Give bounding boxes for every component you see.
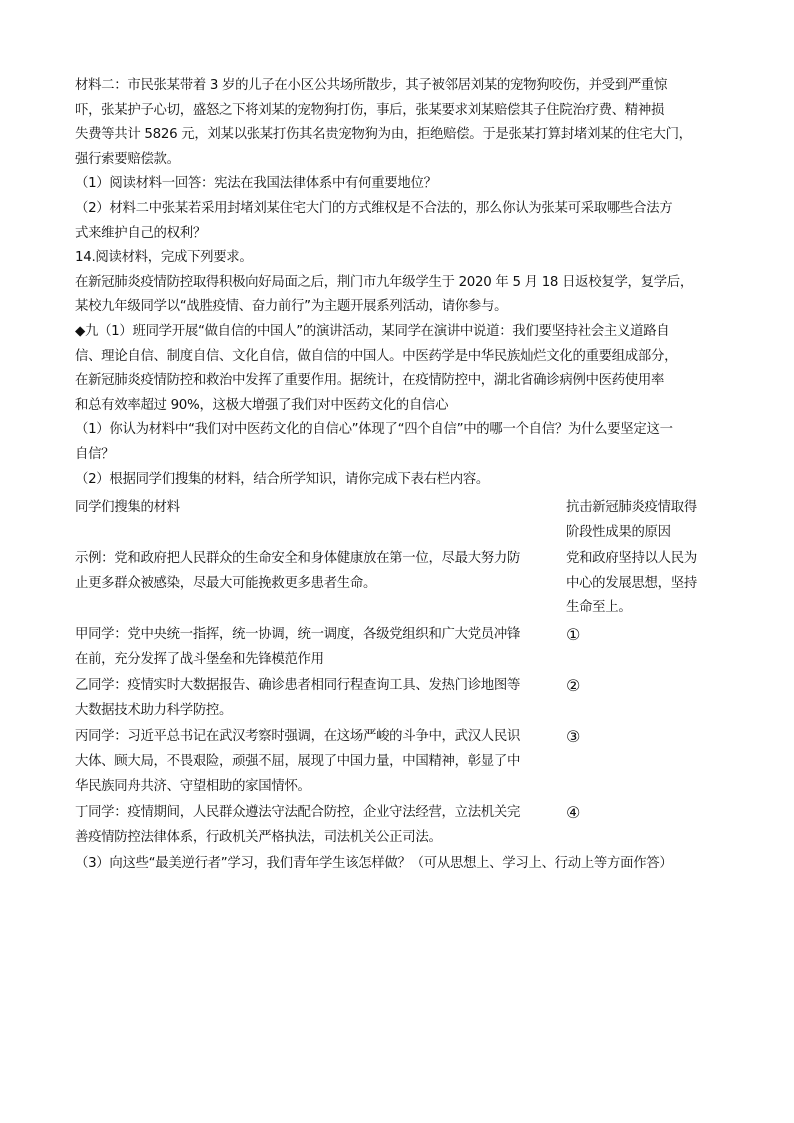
table-row	[75, 725, 735, 801]
table-cell-material	[75, 725, 566, 801]
q14-sub1-line: （1）你认为材料中“我们对中医药文化的自信心”体现了“四个自信”中的哪一个自信？为什么要坚定这一	[75, 422, 673, 438]
table-row	[75, 674, 735, 725]
materials-table	[75, 496, 735, 852]
table-row	[75, 623, 735, 674]
q13-sub2-line: 式来维护自己的权利？	[75, 225, 206, 241]
material-two-line: 强行索要赔偿款。	[75, 151, 180, 167]
question-14	[75, 246, 735, 877]
cell-line: 大体、顾大局，不畏艰险，顽强不屈，展现了中国力量，中国精神，彰显了中	[75, 754, 521, 770]
header-line: 阶段性成果的原因	[566, 524, 671, 540]
table-cell-reason	[566, 623, 735, 674]
cell-line: 华民族同舟共济、守望相助的家国情怀。	[75, 778, 311, 794]
q14-intro-line: 在新冠肺炎疫情防控取得积极向好局面之后，荆门市九年级学生于 2020 年 5 月 18 日返校复学，复学后，	[75, 274, 693, 290]
q14-title: 14.阅读材料，完成下列要求。	[75, 250, 253, 266]
table-header-row	[75, 496, 735, 547]
q14-section-line: 和总有效率超过 90%，这极大增强了我们对中医药文化的自信心	[75, 397, 449, 413]
q14-section-line: 信、理论自信、制度自信、文化自信，做自信的中国人。中医药学是中华民族灿烂文化的重要组成部分，	[75, 348, 678, 364]
q14-sub3: （3）向这些“最美逆行者”学习，我们青年学生该怎样做？（可从思想上、学习上、行动上等方面作答）	[75, 856, 673, 872]
table-header-materials: 同学们搜集的材料	[75, 500, 180, 516]
cell-line: 止更多群众被感染，尽最大可能挽救更多患者生命。	[75, 575, 377, 591]
q14-sub1-line: 自信？	[75, 446, 115, 462]
header-line: 抗击新冠肺炎疫情取得	[566, 500, 697, 516]
q14-sub2: （2）根据同学们搜集的材料，结合所学知识，请你完成下表右栏内容。	[75, 471, 490, 487]
answer-blank-1: ①	[566, 625, 581, 645]
table-row	[75, 801, 735, 852]
cell-line: 示例：党和政府把人民群众的生命安全和身体健康放在第一位，尽最大努力防	[75, 551, 521, 567]
table-cell-reason	[566, 674, 735, 725]
table-row	[75, 547, 735, 623]
q14-section-line: 在新冠肺炎疫情防控和救治中发挥了重要作用。据统计，在疫情防控中，湖北省确诊病例中医药使用率	[75, 373, 665, 389]
table-header-reasons	[566, 496, 735, 547]
material-two-line: 失费等共计 5826 元，刘某以张某打伤其名贵宠物狗为由，拒绝赔偿。于是张某打算封堵刘某的住宅大门，	[75, 127, 692, 143]
answer-blank-2: ②	[566, 676, 581, 696]
cell-line: 在前，充分发挥了战斗堡垒和先锋模范作用	[75, 651, 324, 667]
table-cell-material	[75, 547, 566, 623]
q14-section-line: ◆九（1）班同学开展“做自信的中国人”的演讲活动，某同学在演讲中说道：我们要坚持社会主义道路自	[75, 323, 670, 339]
answer-blank-4: ④	[566, 803, 581, 823]
table-cell-reason	[566, 725, 735, 801]
table-cell-material	[75, 801, 566, 852]
q13-sub1: （1）阅读材料一回答：宪法在我国法律体系中有何重要地位？	[75, 176, 437, 192]
answer-blank-3: ③	[566, 727, 581, 747]
cell-line: 大数据技术助力科学防控。	[75, 702, 233, 718]
question-13-subquestions	[75, 172, 735, 246]
cell-line: 党和政府坚持以人民为	[566, 551, 697, 567]
material-two	[75, 74, 735, 172]
table-cell-reason	[566, 547, 735, 623]
cell-line: 丁同学：疫情期间，人民群众遵法守法配合防控，企业守法经营，立法机关完	[75, 805, 521, 821]
material-two-line: 材料二：市民张某带着 3 岁的儿子在小区公共场所散步，其子被邻居刘某的宠物狗咬伤，并受到严重惊	[75, 78, 668, 93]
cell-line: 丙同学：习近平总书记在武汉考察时强调，在这场严峻的斗争中，武汉人民识	[75, 729, 521, 745]
document-page	[75, 74, 735, 877]
table-cell-material	[75, 623, 566, 674]
cell-line: 善疫情防控法律体系，行政机关严格执法，司法机关公正司法。	[75, 829, 442, 845]
material-two-line: 吓，张某护子心切，盛怒之下将刘某的宠物狗打伤，事后，张某要求刘某赔偿其子住院治疗费、精神损	[75, 102, 665, 118]
cell-line: 甲同学：党中央统一指挥，统一协调，统一调度，各级党组织和广大党员冲锋	[75, 627, 521, 643]
table-cell-reason	[566, 801, 735, 852]
q13-sub2-line: （2）材料二中张某若采用封堵刘某住宅大门的方式维权是不合法的，那么你认为张某可采取哪些合法方	[75, 200, 673, 216]
cell-line: 乙同学：疫情实时大数据报告、确诊患者相同行程查询工具、发热门诊地图等	[75, 678, 521, 694]
cell-line: 中心的发展思想，坚持	[566, 575, 697, 591]
cell-line: 生命至上。	[566, 600, 632, 616]
table-cell-material	[75, 674, 566, 725]
q14-intro-line: 某校九年级同学以“战胜疫情、奋力前行”为主题开展系列活动，请你参与。	[75, 299, 508, 315]
